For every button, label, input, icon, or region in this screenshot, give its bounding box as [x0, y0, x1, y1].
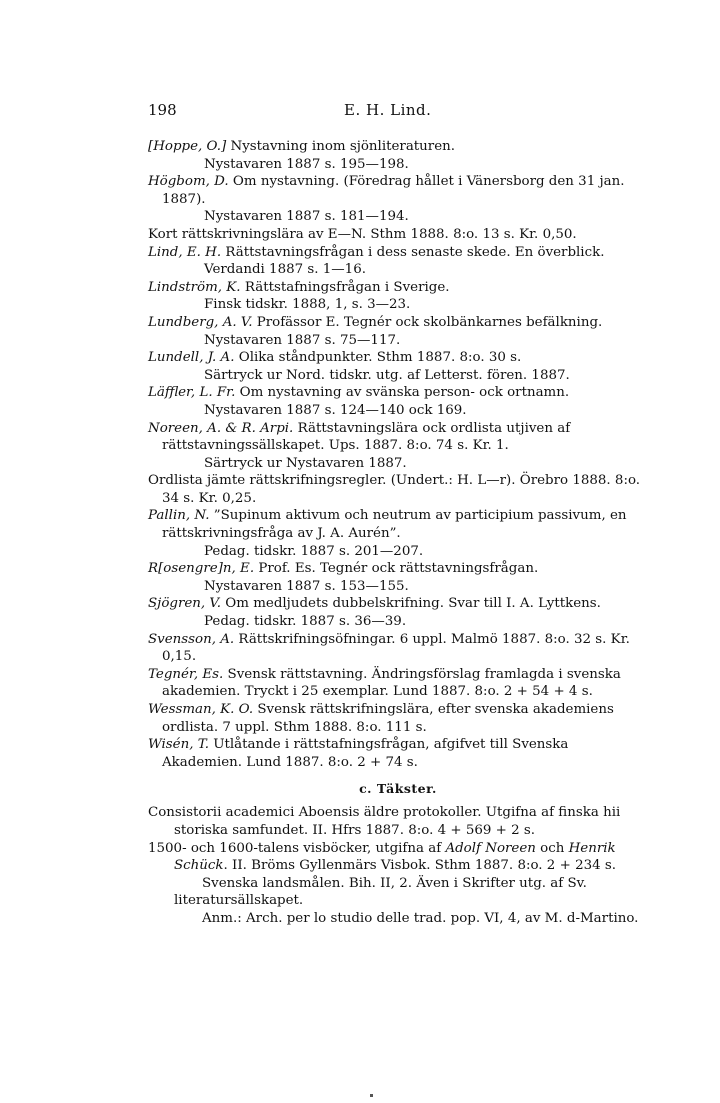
entry-main [148, 666, 648, 701]
entry-text: Prof. Es. Tegnér ock rättstavningsfrågan. [254, 561, 539, 577]
entry-author: Svensson, A. [148, 631, 235, 647]
running-head: E. H. Lind. [344, 101, 432, 119]
entry-source: Särtryck ur Nord. tidskr. utg. af Letterst. fören. 1887. [204, 367, 570, 383]
bibliography-entry [148, 560, 648, 595]
bibliography-entry [148, 666, 648, 701]
entry-author: Lundberg, A. V. [148, 314, 253, 330]
entry-main [148, 507, 648, 542]
bibliography-entry [148, 244, 648, 279]
entry-text: 1500- och 1600-talens visböcker, utgifna af [148, 840, 446, 856]
entry-source: Nystavaren 1887 s. 181—194. [204, 209, 409, 225]
entry-text: Svensk rättskrifningslära, efter svenska akademiens ordlista. 7 uppl. Sthm 1888. 8:o. 111 s. [162, 702, 614, 735]
bibliography-entry [148, 349, 648, 384]
text-edition-entry [148, 840, 648, 928]
entry-author: R[osengre]n, E. [148, 561, 255, 577]
entry-main [148, 349, 648, 367]
entry-editor: Henrik Schück [174, 840, 616, 874]
bibliography-entry [148, 279, 648, 314]
bibliography-entry [148, 631, 648, 666]
entry-text: Kort rättskrivningslära av E—N. Sthm 1888. 8:o. 13 s. Kr. 0,50. [148, 226, 577, 242]
bottom-mark [370, 1094, 373, 1097]
entry-author: Lind, E. H. [148, 244, 222, 260]
entry-note: Svenska landsmålen. Bih. II, 2. Även i Skrifter utg. af Sv. literatursällskapet. [174, 875, 587, 909]
entry-author: Läffler, L. Fr. [148, 385, 236, 401]
entry-note: Anm.: Arch. per lo studio delle trad. pop. VI, 4, av M. d-Martino. [202, 910, 639, 926]
entry-author: Lundell, J. A. [148, 350, 235, 366]
bibliography-entry [148, 226, 648, 244]
bibliography-entry [148, 138, 648, 173]
entry-source: Finsk tidskr. 1888, 1, s. 3—23. [204, 297, 411, 313]
bibliography-entry [148, 595, 648, 630]
entry-author: Wisén, T. [148, 737, 209, 753]
entry-main [148, 244, 648, 262]
entry-main [148, 736, 648, 771]
entry-text: Om medljudets dubbelskrifning. Svar till I. A. Lyttkens. [221, 596, 601, 612]
entry-text: Olika ståndpunkter. Sthm 1887. 8:o. 30 s. [234, 350, 522, 366]
entry-author: Högbom, D. [148, 174, 229, 190]
entry-author: Noreen, A. & R. Arpi. [148, 420, 294, 436]
entry-text: Rättstavningslära ock ordlista utjiven af rättstavningssällskapet. Ups. 1887. 8:o. 74 s. Kr. 1. [162, 420, 571, 454]
entry-main [148, 701, 648, 736]
bibliography-entry [148, 314, 648, 349]
page-header [148, 97, 648, 123]
entry-main [148, 472, 648, 507]
entry-text: Rättskrifningsöfningar. 6 uppl. Malmö 1887. 8:o. 32 s. Kr. 0,15. [162, 631, 630, 665]
entry-text: Nystavning inom sjönliteraturen. [226, 139, 456, 154]
bibliography [148, 138, 648, 928]
entry-author: Wessman, K. O. [148, 702, 254, 717]
entry-main [148, 804, 648, 839]
section-c-entries [148, 804, 648, 927]
entry-main [148, 138, 648, 156]
entry-text: Rättstavningsfrågan i dess senaste skede. En överblick. [221, 244, 605, 260]
entry-source: Nystavaren 1887 s. 124—140 ock 169. [204, 402, 467, 418]
entry-main [148, 173, 648, 208]
entry-main [148, 279, 648, 297]
bibliography-entry [148, 701, 648, 736]
entry-text: Consistorii academici Aboensis äldre protokoller. Utgifna af finska hii storiska samfundet. II. Hfrs 1887. 8:o. 4 + 569 + 2 s. [148, 805, 621, 838]
entry-main [148, 560, 648, 578]
entry-author: [Hoppe, O.] [148, 139, 227, 154]
entry-main [148, 226, 648, 244]
entry-source: Nystavaren 1887 s. 75—117. [204, 332, 401, 348]
entry-main [148, 384, 648, 402]
entry-text: Svensk rättstavning. Ändringsförslag framlagda i svenska akademien. Tryckt i 25 exemplar. Lund 1887. 8:o. 2 + 54 + 4 s. [162, 666, 621, 700]
entry-text: Om nystavning av svänska person- ock ortnamn. [235, 385, 570, 401]
bibliography-entry [148, 420, 648, 473]
bibliography-entry [148, 736, 648, 771]
entry-source: Verdandi 1887 s. 1—16. [204, 262, 366, 278]
page-number: 198 [148, 101, 177, 119]
entry-author: Lindström, K. [148, 279, 241, 295]
entry-editor: Adolf Noreen [445, 840, 536, 856]
entry-author: Sjögren, V. [148, 596, 222, 612]
section-heading: c. Täkster. [359, 781, 437, 797]
entry-main [148, 840, 648, 875]
entry-main [148, 314, 648, 332]
entry-text: Rättstafningsfrågan i Sverige. [240, 279, 450, 295]
bibliography-entries [148, 138, 648, 771]
entry-source: Pedag. tidskr. 1887 s. 201—207. [204, 543, 424, 559]
entry-text: . II. Bröms Gyllenmärs Visbok. Sthm 1887. 8:o. 2 + 234 s. [223, 858, 617, 874]
bibliography-entry [148, 384, 648, 419]
entry-author: Pallin, N. [148, 508, 210, 524]
entry-text: Om nystavning. (Föredrag hållet i Vänersborg den 31 jan. 1887). [162, 174, 625, 207]
entry-source: Särtryck ur Nystavaren 1887. [204, 455, 407, 471]
entry-main [148, 631, 648, 666]
entry-source: Nystavaren 1887 s. 153—155. [204, 578, 409, 594]
bibliography-entry [148, 507, 648, 560]
entry-text: ”Supinum aktivum och neutrum av participium passivum, en rättskrivningsfråga av J. A. Aurén”. [162, 508, 627, 542]
entry-source: Pedag. tidskr. 1887 s. 36—39. [204, 614, 407, 630]
entry-text: Utlåtande i rättstafningsfrågan, afgifvet till Svenska Akademien. Lund 1887. 8:o. 2 + 74 s. [162, 737, 569, 770]
entry-author: Tegnér, Es. [148, 666, 224, 682]
bibliography-entry [148, 173, 648, 226]
entry-text: och [535, 840, 569, 856]
entry-text: Profässor E. Tegnér ock skolbänkarnes befälkning. [252, 314, 603, 330]
bibliography-entry [148, 472, 648, 507]
entry-main [148, 595, 648, 613]
entry-text: Ordlista jämte rättskrifningsregler. (Undert.: H. L—r). Örebro 1888. 8:o. 34 s. Kr. 0,25. [148, 473, 641, 506]
entry-main [148, 420, 648, 455]
text-edition-entry [148, 804, 648, 839]
entry-source: Nystavaren 1887 s. 195—198. [204, 156, 409, 172]
